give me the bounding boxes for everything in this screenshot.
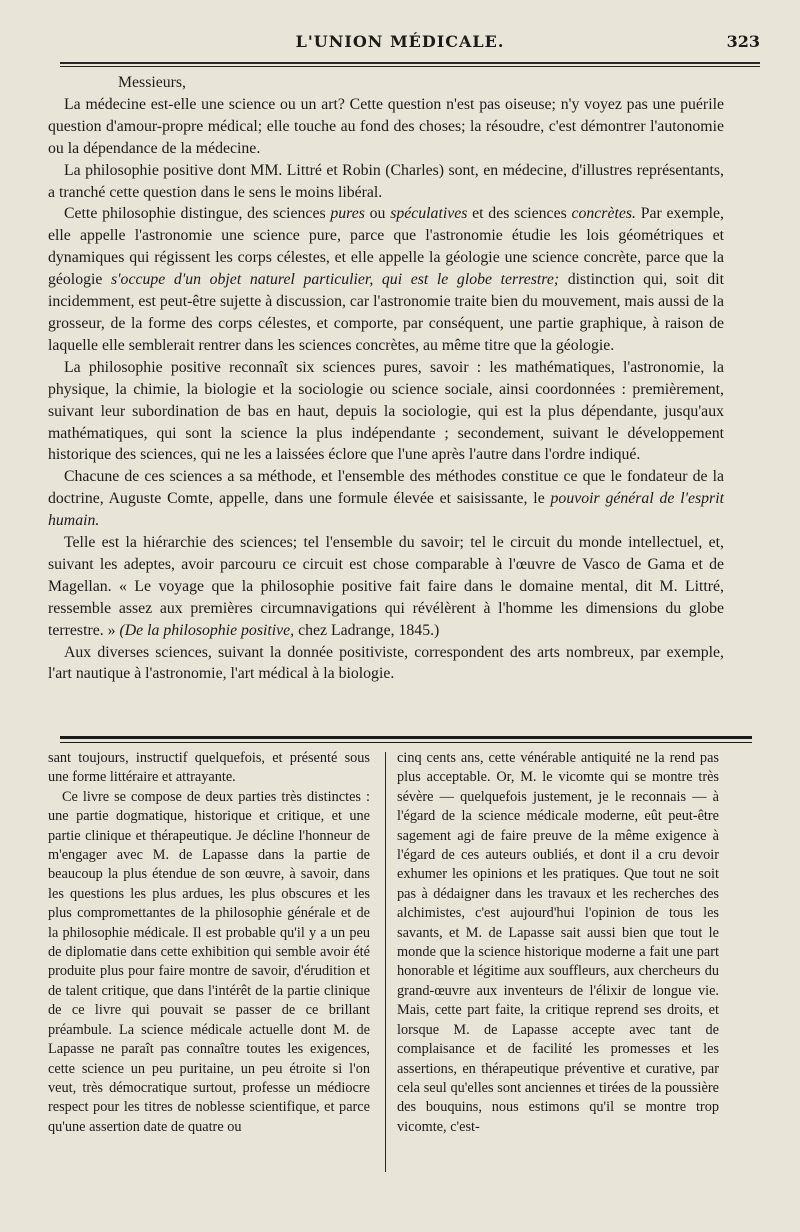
column-divider	[385, 752, 386, 1172]
paragraph: Aux diverses sciences, suivant la donnée positiviste, correspondent des arts nombreux, par exemple, l'art nautique à l'astronomie, l'art médical à la biologie.	[48, 643, 724, 683]
paragraph: Chacune de ces sciences a sa méthode, et l'ensemble des méthodes constitue ce que le fondateur de la doctrine, Auguste Comte, appelle, dans une formule élevée et saisissante, le pouvoir général de l'esprit humain.	[48, 468, 724, 530]
paragraph: Ce livre se compose de deux parties très distinctes : une partie dogmatique, historique et critique, et une partie clinique et thérapeutique. Je décline l'honneur de m'engager avec M. de Lapasse dans la partie de beaucoup la plus étendue de son œuvre, à savoir, dans les questions les plus ardues, les plus obscures et les plus compromettantes de la philosophie générale et de la philosophie médicale. Il est probable qu'il y a un peu de diplomatie dans cette exhibition qui semble avoir été produite plus pour faire montre de savoir, d'érudition et de talent critique, que dans l'intérêt de la partie clinique de ce livre qui pouvait se passer de ce brillant préambule. La science médicale actuelle dont M. de Lapasse ne paraît pas connaître toutes les exigences, cette science un peu puritaine, un peu étroite si l'on veut, très démocratique surtout, professe un médiocre respect pour les titres de noblesse scientifique, et parce qu'une assertion date de quatre ou	[48, 788, 370, 1135]
paragraph: La philosophie positive reconnaît six sciences pures, savoir : les mathématiques, l'astronomie, la physique, la chimie, la biologie et la sociologie ou science sociale, ainsi coordonnées : premièrement, suivant leur subordination de bas en haut, depuis la sociologie, qui est la plus dépendante, jusqu'aux mathématiques, qui sont la science la plus indépendante ; secondement, suivant le développement historique des sciences, qui ne les a laissées éclore que l'une après l'autre dans l'ordre indiqué.	[48, 358, 724, 464]
paragraph: La médecine est-elle une science ou un art? Cette question n'est pas oiseuse; n'y voyez pas une puérile question d'amour-propre médical; elle touche au fond des choses; la résoudre, c'est démontrer l'autonomie ou la dépendance de la médecine.	[48, 95, 724, 157]
salutation: Messieurs,	[118, 74, 187, 91]
paragraph: Cette philosophie distingue, des sciences pures ou spéculatives et des sciences concrètes. Par exemple, elle appelle l'astronomie une science pure, parce que l'astronomie étudie les lois géométriques et dynamiques qui régissent les corps célestes, et elle appelle la géologie une science concrète, parce que la géologie s'occupe d'un objet naturel particulier, qui est le globe terrestre; distinction qui, soit dit incidemment, est peut-être sujette à discussion, car l'astronomie traite bien du mouvement, mais aussi de la grosseur, de la forme des corps célestes, et comporte, par conséquent, une partie graphique, à raison de laquelle elle semblerait rentrer dans les sciences concrètes, au même titre que la géologie.	[48, 205, 724, 354]
header-rule	[60, 62, 760, 64]
lecture-text	[48, 72, 724, 685]
left-column	[48, 749, 370, 1137]
section-rule-thin	[60, 742, 752, 743]
paragraph: sant toujours, instructif quelquefois, et présenté sous une forme littéraire et attrayante.	[48, 750, 370, 786]
section-rule	[60, 736, 752, 739]
paragraph: cinq cents ans, cette vénérable antiquité ne la rend pas plus acceptable. Or, M. le vicomte qui se montre très sévère — quelquefois justement, je le reconnais — à l'égard de la science médicale moderne, eût peut-être sagement agi de faire preuve de la même exigence à l'égard de ces auteurs oubliés, et dont il a cru devoir exhumer les opinions et les pratiques. Que tout ne soit pas à dédaigner dans les travaux et les recherches des alchimistes, c'est aujourd'hui l'opinion de tous les savants, et M. de Lapasse sait aussi bien que tout le monde que la science historique moderne a fait une part honorable et légitime aux souffleurs, aux chercheurs du grand-œuvre aux inventeurs de l'élixir de longue vie. Mais, cette part faite, la critique reprend ses droits, et lorsque M. de Lapasse accepte avec tant de complaisance et de facilité les promesses et les assertions, en thérapeutique préventive et curative, par cela seul qu'elles sont anciennes et tirées de la poussière des bouquins, nous estimons qu'il se montre trop vicomte, c'est-	[397, 750, 719, 1135]
paragraph: Telle est la hiérarchie des sciences; tel l'ensemble du savoir; tel le circuit du monde intellectuel, et, suivant les adeptes, avoir parcouru ce circuit est chose comparable à l'œuvre de Vasco de Gama et de Magellan. « Le voyage que la philosophie positive fait faire dans le domaine mental, dit M. Littré, ressemble assez aux premières circumnavigations qui révélèrent à l'homme les dimensions du globe terrestre. » (De la philosophie positive, chez Ladrange, 1845.)	[48, 534, 724, 639]
header-rule-thin	[60, 66, 760, 67]
page-header	[40, 32, 760, 56]
right-column	[397, 749, 719, 1137]
paragraph: La philosophie positive dont MM. Littré et Robin (Charles) sont, en médecine, d'illustres représentants, a tranché cette question dans le sens le moins libéral.	[48, 161, 724, 201]
journal-title: L'UNION MÉDICALE.	[295, 32, 505, 51]
page-number: 323	[726, 32, 760, 51]
